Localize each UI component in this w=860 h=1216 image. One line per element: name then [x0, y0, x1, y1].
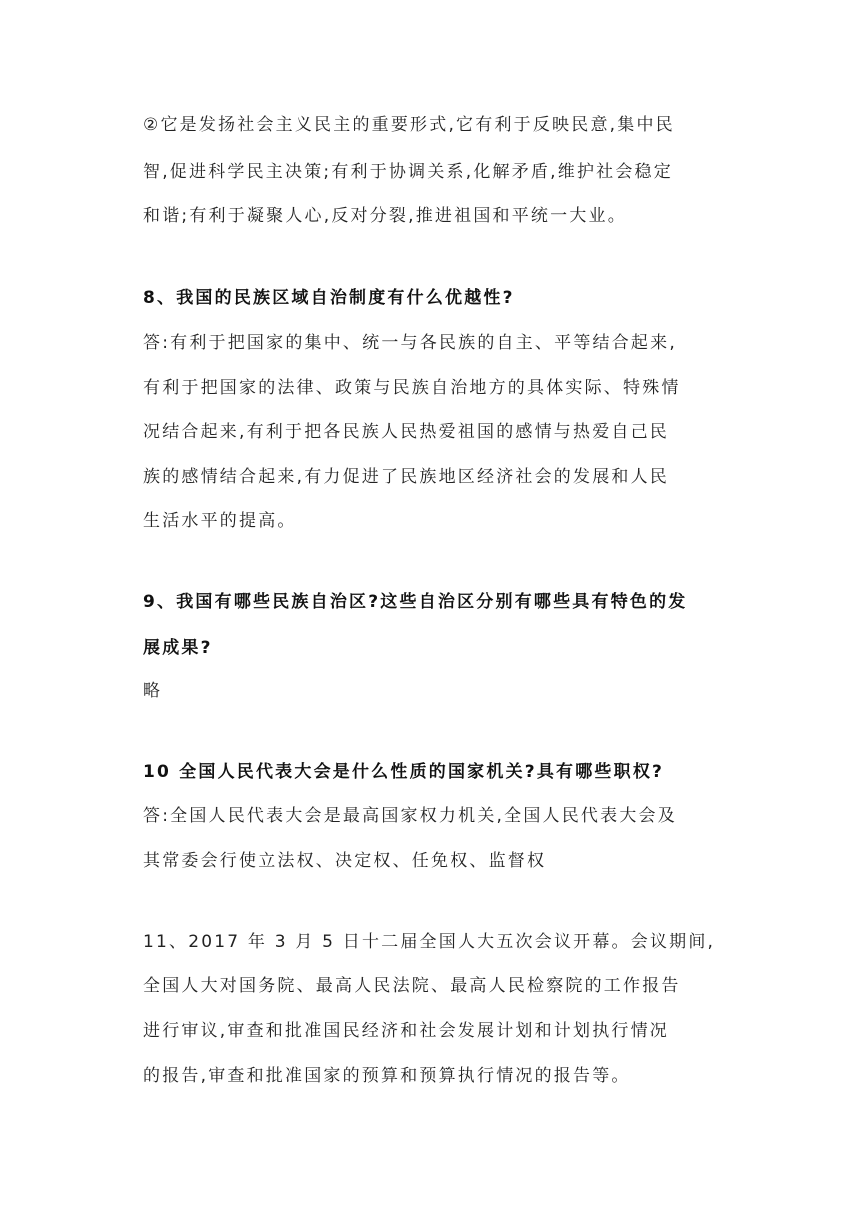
paragraph-11-line: 全国人大对国务院、最高人民法院、最高人民检察院的工作报告 [143, 976, 681, 996]
paragraph-11-line: 11、2017 年 3 月 5 日十二届全国人大五次会议开幕。会议期间, [143, 932, 716, 952]
question-8-heading: 8、我国的民族区域自治制度有什么优越性? [143, 288, 515, 308]
answer-10-line: 其常委会行使立法权、决定权、任免权、监督权 [143, 851, 547, 871]
paragraph-11-line: 进行审议,审查和批准国民经济和社会发展计划和计划执行情况 [143, 1021, 670, 1041]
paragraph-line: ②它是发扬社会主义民主的重要形式,它有利于反映民意,集中民 [143, 115, 675, 135]
question-10-heading: 10 全国人民代表大会是什么性质的国家机关?具有哪些职权? [143, 762, 665, 782]
answer-8-line: 生活水平的提高。 [143, 511, 297, 531]
answer-9: 略 [143, 681, 163, 701]
answer-8-line: 有利于把国家的法律、政策与民族自治地方的具体实际、特殊情 [143, 378, 681, 398]
answer-10-line: 答:全国人民代表大会是最高国家权力机关,全国人民代表大会及 [143, 806, 677, 826]
answer-8-line: 况结合起来,有利于把各民族人民热爱祖国的感情与热爱自己民 [143, 422, 670, 442]
answer-8-line: 答:有利于把国家的集中、统一与各民族的自主、平等结合起来, [143, 333, 677, 353]
answer-8-line: 族的感情结合起来,有力促进了民族地区经济社会的发展和人民 [143, 467, 670, 487]
paragraph-line: 智,促进科学民主决策;有利于协调关系,化解矛盾,维护社会稳定 [143, 162, 673, 182]
question-9-heading: 9、我国有哪些民族自治区?这些自治区分别有哪些具有特色的发 [143, 592, 688, 612]
question-9-heading: 展成果? [143, 638, 213, 658]
paragraph-line: 和谐;有利于凝聚人心,反对分裂,推进祖国和平统一大业。 [143, 206, 627, 226]
paragraph-11-line: 的报告,审查和批准国家的预算和预算执行情况的报告等。 [143, 1066, 631, 1086]
